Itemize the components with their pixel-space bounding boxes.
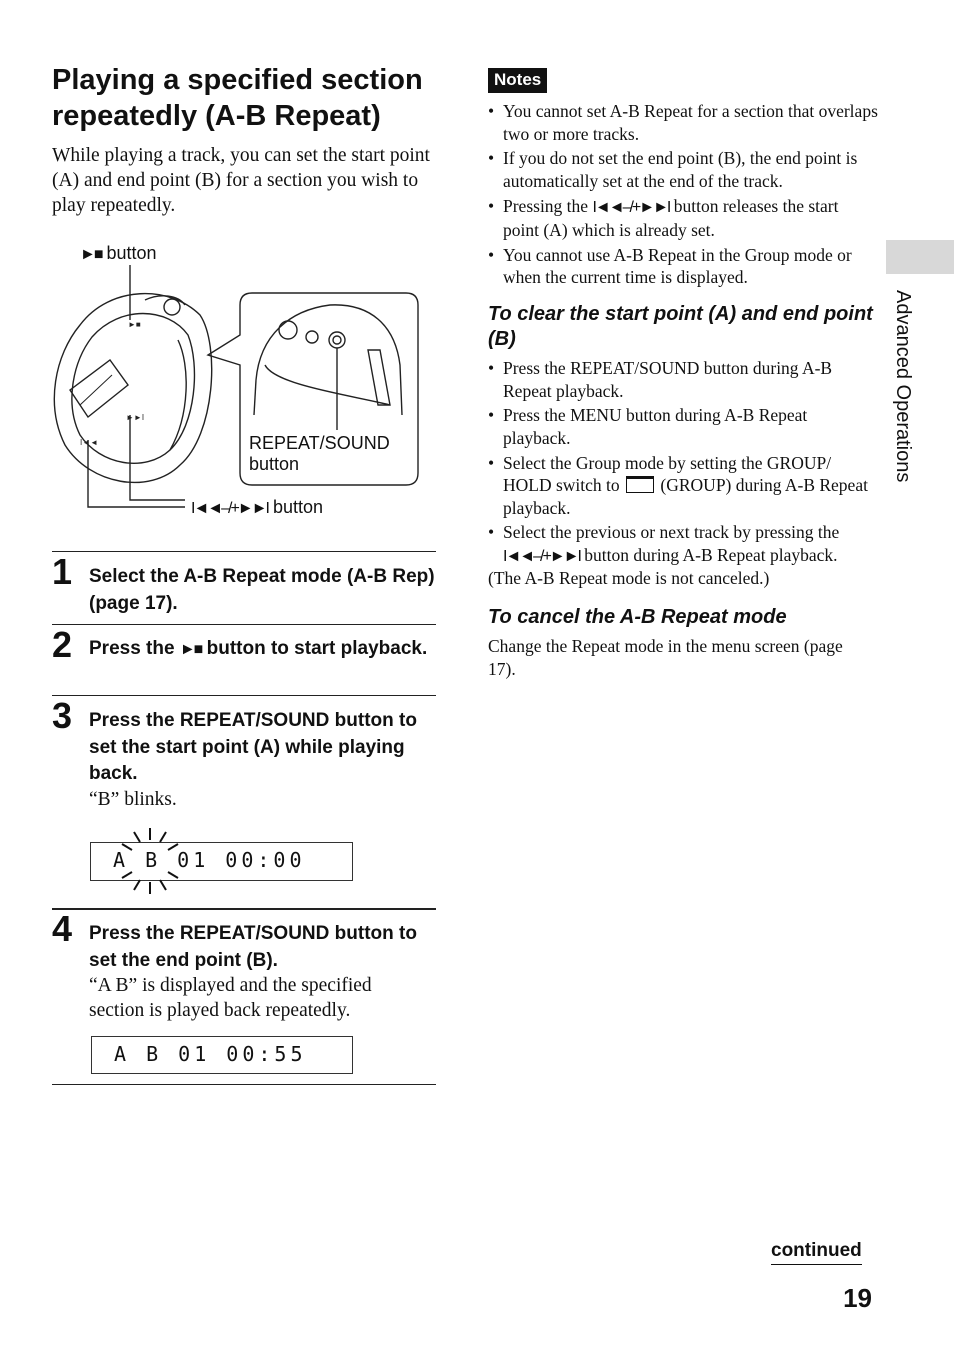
step-divider	[52, 551, 436, 552]
notes-list	[488, 100, 878, 291]
repeat-sound-label: REPEAT/SOUND button	[249, 433, 390, 474]
prev-next-glyph: I◄◄–/+►►I	[592, 198, 670, 216]
step-divider	[52, 624, 436, 625]
step-2-text: Press the ►■ button to start playback.	[89, 638, 428, 659]
clear-list	[488, 357, 878, 571]
play-stop-glyph: ►■	[179, 641, 202, 658]
play-stop-glyph: ►■	[80, 246, 102, 263]
step-divider	[52, 1084, 436, 1085]
list-item: • You cannot set A-B Repeat for a section that overlaps two or more tracks.	[488, 100, 878, 145]
intro-paragraph: While playing a track, you can set the start point (A) and end point (B) for a section you wish to play repeatedly.	[52, 145, 430, 216]
cancel-text: Change the Repeat mode in the menu screen (page 17).	[488, 636, 843, 679]
list-item: • Press the MENU button during A-B Repeat playback.	[488, 404, 878, 449]
device-illustration	[50, 265, 430, 525]
step-divider	[52, 908, 436, 910]
prev-next-glyph: I◄◄–/+►►I	[503, 547, 580, 565]
play-button-label: ►■ button	[80, 243, 157, 263]
step-number: 2	[52, 624, 73, 665]
section-tab	[886, 240, 954, 274]
svg-text:►►I: ►►I	[126, 413, 145, 422]
cancel-heading: To cancel the A-B Repeat mode	[488, 606, 787, 628]
step-4-result: “A B” is displayed and the specified section is played back repeatedly.	[89, 975, 372, 1021]
blink-indicator-icon	[112, 826, 182, 896]
list-item: • Press the REPEAT/SOUND button during A-B Repeat playback.	[488, 357, 878, 402]
svg-text:I◄◄: I◄◄	[80, 438, 99, 447]
section-tab-label: Advanced Operations	[892, 290, 914, 483]
step-number: 1	[52, 551, 73, 592]
clear-heading: To clear the start point (A) and end point (B)	[488, 303, 873, 350]
step-number: 3	[52, 695, 73, 736]
clear-note: (The A-B Repeat mode is not canceled.)	[488, 568, 770, 588]
step-4-text: Press the REPEAT/SOUND button to set the end point (B).	[89, 923, 417, 971]
list-item: • Select the Group mode by setting the GROUP/ HOLD switch to (GROUP) during A-B Repeat playback.	[488, 452, 878, 520]
lcd-display: A B 01 00:55	[91, 1036, 353, 1074]
step-3-result: “B” blinks.	[89, 789, 177, 810]
page-title: Playing a specified section repeatedly (A-B Repeat)	[52, 64, 423, 132]
page-number: 19	[843, 1283, 872, 1313]
skip-button-label: I◄◄–/+►►I button	[191, 497, 323, 517]
notes-badge: Notes	[488, 68, 547, 93]
folder-icon	[626, 476, 654, 493]
prev-next-glyph: I◄◄–/+►►I	[191, 500, 268, 517]
step-1-text: Select the A-B Repeat mode (A-B Rep) (page 17).	[89, 566, 435, 614]
continued-label: continued	[771, 1238, 862, 1265]
list-item: • Pressing the I◄◄–/+►►I button releases the start point (A) which is already set.	[488, 195, 878, 242]
list-item: • You cannot use A-B Repeat in the Group mode or when the current time is displayed.	[488, 244, 878, 289]
step-divider	[52, 695, 436, 696]
list-item: • Select the previous or next track by pressing the I◄◄–/+►►I button during A-B Repeat playback.	[488, 521, 878, 568]
svg-text:►■: ►■	[128, 320, 141, 329]
step-3-text: Press the REPEAT/SOUND button to set the start point (A) while playing back.	[89, 710, 417, 784]
list-item: • If you do not set the end point (B), the end point is automatically set at the end of the track.	[488, 147, 878, 192]
step-number: 4	[52, 908, 73, 949]
lcd-display-blinking: A B 01 00:00	[90, 842, 353, 881]
